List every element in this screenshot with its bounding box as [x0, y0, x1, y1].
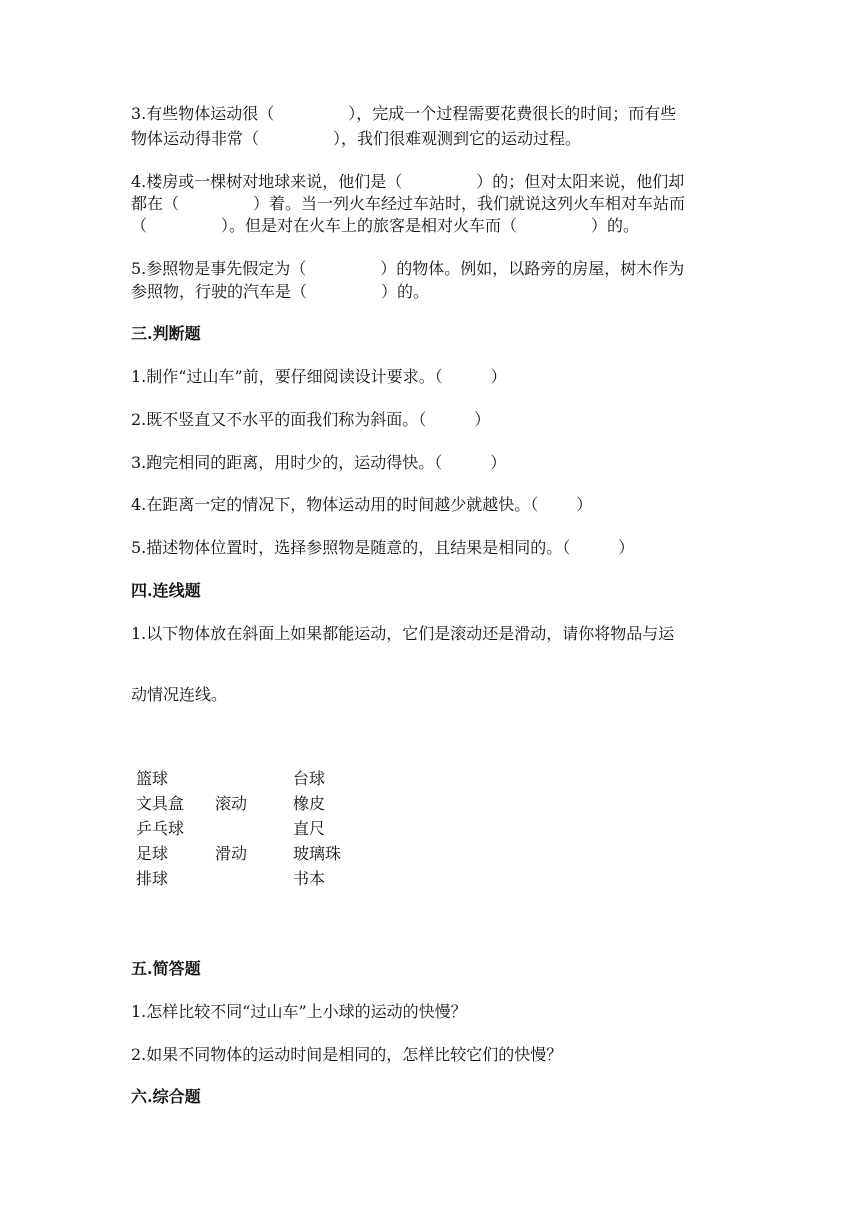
judge-item-5: 5.描述物体位置时，选择参照物是随意的，且结果是相同的。（ ）: [131, 538, 635, 557]
matching-q1-line1: 1.以下物体放在斜面上如果都能运动，它们是滚动还是滑动，请你将物品与运: [131, 624, 675, 643]
short-answer-q2: 2.如果不同物体的运动时间是相同的，怎样比较它们的快慢？: [131, 1045, 563, 1064]
middle-item-sliding[interactable]: 滑动: [215, 844, 248, 863]
fill-in-q5-line1: 5.参照物是事先假定为（ ）的物体。例如，以路旁的房屋，树木作为: [131, 259, 685, 278]
matching-q1-line2: 动情况连线。: [131, 685, 228, 704]
right-item[interactable]: 台球: [293, 769, 326, 788]
fill-in-q4-line1: 4.楼房或一棵树对地球来说，他们是（ ）的；但对太阳来说，他们却: [131, 172, 685, 191]
left-item[interactable]: 乒乓球: [136, 819, 185, 838]
left-item[interactable]: 排球: [136, 869, 169, 888]
section-heading-matching: 四.连线题: [131, 581, 201, 600]
fill-in-q3-line2: 物体运动得非常（ ），我们很难观测到它的运动过程。: [131, 129, 582, 148]
left-item[interactable]: 文具盒: [136, 794, 185, 813]
right-item[interactable]: 书本: [293, 869, 326, 888]
section-heading-short-answer: 五.简答题: [131, 959, 201, 978]
section-heading-judge: 三.判断题: [131, 324, 201, 343]
section-heading-comprehensive: 六.综合题: [131, 1087, 201, 1106]
right-item[interactable]: 玻璃珠: [293, 844, 342, 863]
fill-in-q4-line2: 都在（ ）着。当一列火车经过车站时，我们就说这列火车相对车站而: [131, 194, 686, 213]
middle-item-rolling[interactable]: 滚动: [215, 794, 248, 813]
left-item[interactable]: 足球: [136, 844, 169, 863]
fill-in-q5-line2: 参照物，行驶的汽车是（ ）的。: [131, 282, 430, 301]
right-item[interactable]: 直尺: [293, 819, 326, 838]
short-answer-q1: 1.怎样比较不同“过山车”上小球的运动的快慢？: [131, 1002, 467, 1021]
fill-in-q4-line3: （ ）。但是对在火车上的旅客是相对火车而（ ）的。: [131, 216, 640, 235]
right-item[interactable]: 橡皮: [293, 794, 326, 813]
judge-item-2: 2.既不竖直又不水平的面我们称为斜面。（ ）: [131, 410, 491, 429]
judge-item-1: 1.制作“过山车”前，要仔细阅读设计要求。（ ）: [131, 367, 507, 386]
judge-item-3: 3.跑完相同的距离，用时少的，运动得快。（ ）: [131, 453, 507, 472]
left-item[interactable]: 篮球: [136, 769, 169, 788]
fill-in-q3-line1: 3.有些物体运动很（ ），完成一个过程需要花费很长的时间；而有些: [131, 104, 677, 123]
judge-item-4: 4.在距离一定的情况下，物体运动用的时间越少就越快。（ ）: [131, 495, 593, 514]
